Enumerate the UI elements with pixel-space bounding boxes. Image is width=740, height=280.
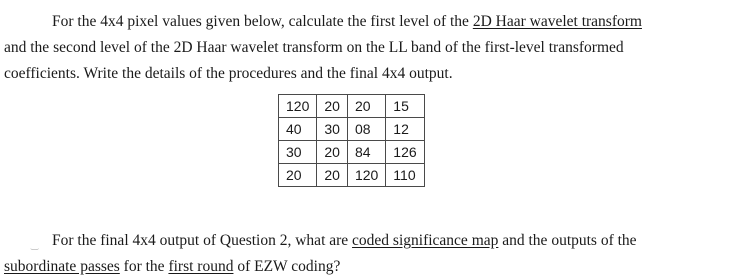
haar-transform-underlined-phrase: 2D Haar wavelet transform	[472, 13, 642, 30]
matrix-cell: 15	[386, 95, 424, 118]
question-3-text-g: of EZW coding?	[233, 258, 341, 275]
matrix-row	[279, 141, 425, 164]
subordinate-passes-phrase: subordinate passes	[4, 258, 120, 275]
matrix-cell: 30	[317, 118, 348, 141]
matrix-cell: 110	[386, 164, 424, 187]
question-3-line-2	[4, 254, 340, 280]
question-2-line-1: For the 4x4 pixel values given below, calculate the first level of the	[52, 13, 473, 30]
matrix-row	[279, 164, 425, 187]
question-3-text-a: For the final 4x4 output of Question 2, what are	[52, 232, 353, 249]
question-2-line-2: and the second level of the 2D Haar wavelet transform on the LL band of the first-level transformed	[4, 39, 624, 56]
first-round-phrase: first round	[168, 258, 234, 275]
matrix-cell: 12	[386, 118, 424, 141]
matrix-row	[279, 95, 425, 118]
cursor-mark-icon: ‿	[31, 240, 39, 250]
matrix-cell: 84	[347, 141, 385, 164]
question-2-line-3: coefficients. Write the details of the procedures and the final 4x4 output.	[4, 65, 453, 82]
matrix-row	[279, 118, 425, 141]
question-3-text-c: and the outputs of the	[498, 232, 637, 249]
matrix-cell: 120	[347, 164, 385, 187]
matrix-cell: 20	[317, 95, 348, 118]
matrix-cell: 126	[386, 141, 424, 164]
pixel-matrix	[278, 94, 425, 187]
matrix-cell: 20	[279, 164, 317, 187]
question-3-text-e: for the	[119, 258, 169, 275]
matrix-cell: 40	[279, 118, 317, 141]
matrix-cell: 120	[279, 95, 317, 118]
matrix-cell: 20	[317, 164, 348, 187]
question-3-line-1	[52, 228, 637, 254]
matrix-cell: 30	[279, 141, 317, 164]
question-2-text	[52, 9, 642, 35]
matrix-cell: 08	[347, 118, 385, 141]
matrix-cell: 20	[317, 141, 348, 164]
matrix-cell: 20	[347, 95, 385, 118]
coded-significance-map-phrase: coded significance map	[352, 232, 499, 249]
